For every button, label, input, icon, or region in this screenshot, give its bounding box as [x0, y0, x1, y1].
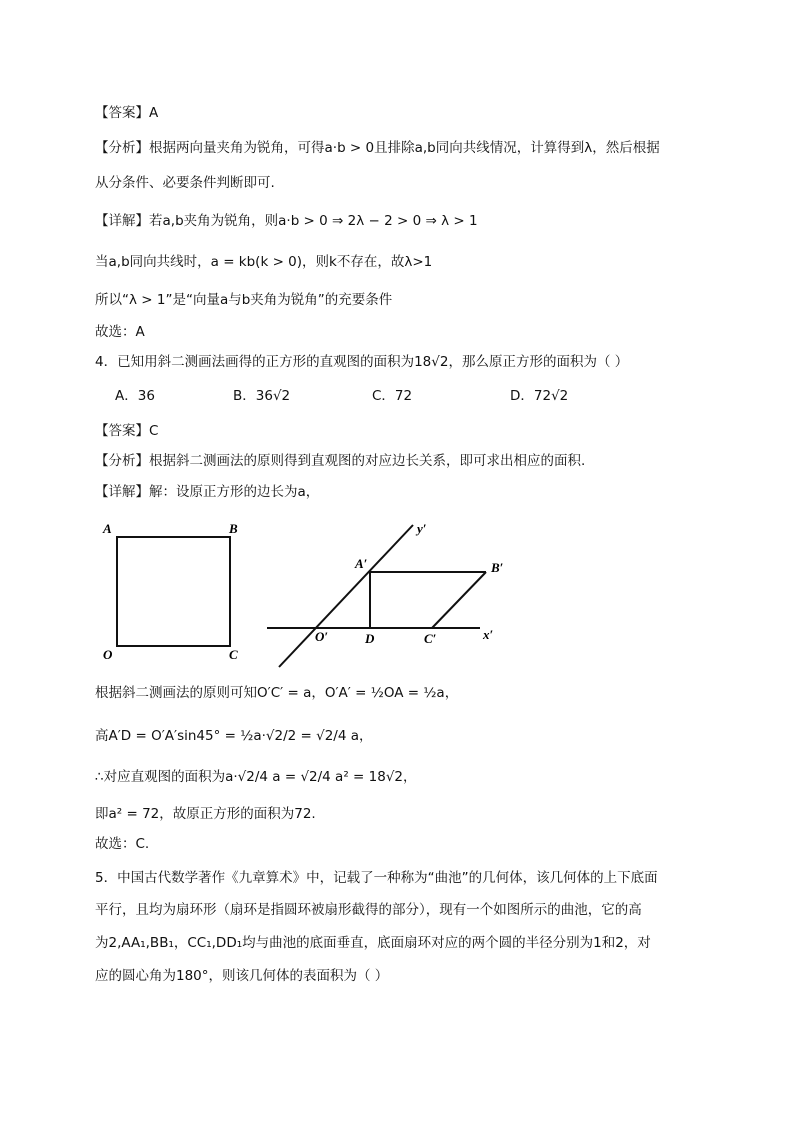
q4-figure — [95, 515, 515, 675]
q5-line-3: 为2,AA₁,BB₁，CC₁,DD₁均与曲池的底面垂直，底面扇环对应的两个圆的半径分别为1和2，对 — [95, 935, 651, 951]
q4-step-2: 高A′D = O′A′sin45° = ½a·√2/2 = √2/4 a， — [95, 728, 373, 744]
label-B-prime: B′ — [491, 560, 504, 575]
q5-line-1: 5．中国古代数学著作《九章算术》中，记载了一种称为“曲池”的几何体，该几何体的上下底面 — [95, 870, 658, 886]
label-A-prime: A′ — [355, 556, 368, 571]
q4-option-b: B．36√2 — [233, 388, 291, 404]
q3-detail-line-2: 当a,b同向共线时，a = kb(k > 0)，则k不存在，故λ>1 — [95, 254, 433, 270]
q5-line-4: 应的圆心角为180°，则该几何体的表面积为（ ） — [95, 968, 389, 984]
q5-line-2: 平行，且均为扇环形（扇环是指圆环被扇形截得的部分），现有一个如图所示的曲池，它的高 — [95, 902, 642, 918]
q4-option-d: D．72√2 — [510, 388, 569, 404]
q4-analysis: 【分析】根据斜二测画法的原则得到直观图的对应边长关系，即可求出相应的面积. — [95, 453, 586, 469]
label-O: O — [103, 647, 113, 662]
segment-B-C — [432, 572, 486, 628]
q4-step-4: 即a² = 72，故原正方形的面积为72. — [95, 806, 316, 822]
label-D: D — [365, 631, 375, 646]
label-x-prime: x′ — [483, 627, 494, 642]
label-O-prime: O′ — [315, 629, 329, 644]
q4-option-a: A．36 — [115, 388, 155, 404]
label-B: B — [229, 521, 238, 536]
q4-option-c: C．72 — [372, 388, 413, 404]
label-y-prime: y′ — [417, 521, 427, 536]
q3-detail-line-1: 【详解】若a,b夹角为锐角，则a·b > 0 ⇒ 2λ − 2 > 0 ⇒ λ > 1 — [95, 213, 478, 229]
q3-conclusion: 故选：A — [95, 324, 145, 340]
q3-analysis-line-1: 【分析】根据两向量夹角为锐角，可得a·b > 0且排除a,b同向共线情况，计算得到λ，然后根据 — [95, 140, 660, 156]
q3-detail-line-3: 所以“λ > 1”是“向量a与b夹角为锐角”的充要条件 — [95, 292, 393, 308]
label-C: C — [229, 647, 238, 662]
q4-answer: 【答案】C — [95, 423, 159, 439]
q4-detail-intro: 【详解】解：设原正方形的边长为a， — [95, 484, 320, 500]
q3-answer: 【答案】A — [95, 105, 159, 121]
q4-stem: 4．已知用斜二测画法画得的正方形的直观图的面积为18√2，那么原正方形的面积为（ ） — [95, 354, 629, 370]
label-A: A — [103, 521, 112, 536]
y-axis — [279, 525, 413, 667]
q4-conclusion: 故选：C. — [95, 836, 150, 852]
q4-step-1: 根据斜二测画法的原则可知O′C′ = a，O′A′ = ½OA = ½a， — [95, 685, 459, 701]
q4-step-3: ∴对应直观图的面积为a·√2/4 a = √2/4 a² = 18√2， — [95, 769, 417, 785]
label-C-prime: C′ — [424, 631, 437, 646]
original-square — [117, 537, 230, 646]
q3-analysis-line-2: 从分条件、必要条件判断即可. — [95, 175, 275, 191]
